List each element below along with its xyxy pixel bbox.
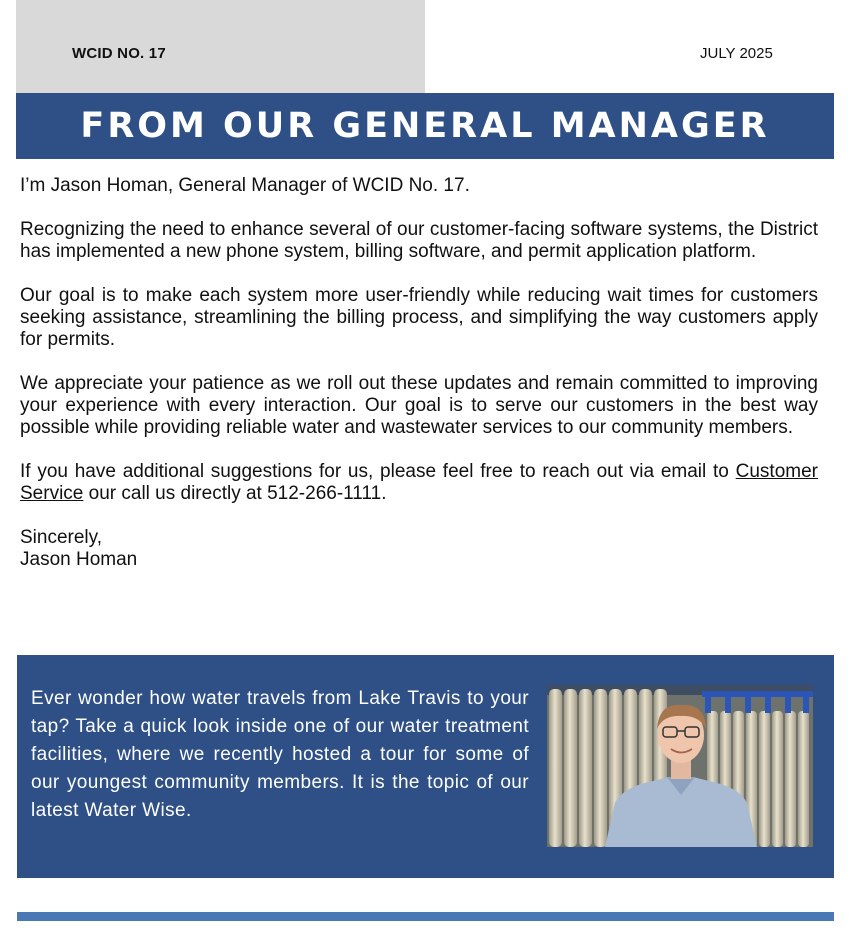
letter-paragraph-3: We appreciate your patience as we roll out these updates and remain committed to improving your experience with every interaction. Our goal is to serve our customers in the best way possible while providing reliable water and wastewater services to our community members. — [20, 373, 818, 438]
water-wise-promo — [17, 655, 834, 878]
letter-paragraph-2: Our goal is to make each system more user-friendly while reducing wait times for customers seeking assistance, streamlining the billing process, and simplifying the way customers apply for permits. — [20, 285, 818, 350]
contact-text-after: our call us directly at 512-266-1111. — [83, 483, 387, 504]
customer-service-link[interactable]: Customer Service — [20, 461, 818, 504]
title-banner — [16, 93, 834, 159]
footer-bar — [17, 912, 834, 921]
letter-body — [20, 175, 818, 571]
letter-paragraph-4 — [20, 461, 818, 505]
district-name: WCID NO. 17 — [72, 45, 166, 62]
general-manager-photo — [547, 685, 813, 847]
letter-intro: I’m Jason Homan, General Manager of WCID No. 17. — [20, 175, 470, 196]
letter-closing: Sincerely, — [20, 527, 103, 548]
issue-date: JULY 2025 — [700, 45, 773, 62]
contact-text-before: If you have additional suggestions for us, please feel free to reach out via email to — [20, 461, 736, 482]
promo-text: Ever wonder how water travels from Lake Travis to your tap? Take a quick look inside one of our water treatment facilities, where we recently hosted a tour for some of our youngest community members. It is the topic of our latest Water Wise. — [31, 688, 529, 821]
page-title: FROM OUR GENERAL MANAGER — [80, 106, 770, 146]
letter-signature: Jason Homan — [20, 549, 138, 570]
letter-paragraph-1: Recognizing the need to enhance several of our customer-facing software systems, the District has implemented a new phone system, billing software, and permit application platform. — [20, 219, 818, 262]
